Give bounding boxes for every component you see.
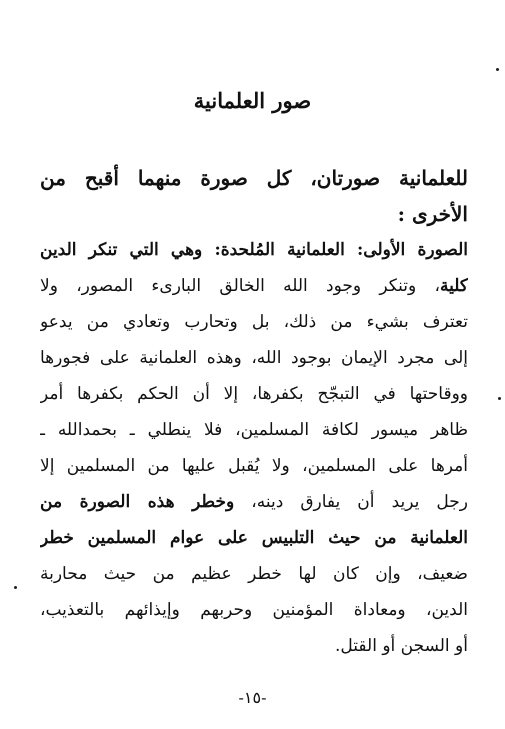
text-line-4-rest: ، وتنكر وجود الله الخالق البارىء المصور، ولا [40,276,441,296]
text-line-10-bold: وخطر هذه الصورة من [40,492,235,512]
text-line-14: أو السجن أو القتل. [335,636,468,656]
chapter-title: صور العلمانية [193,88,312,113]
scan-speck [496,68,499,71]
body-text [40,160,468,664]
text-line-7: ووقاحتها في التبجّح بكفرها، إلا أن الحكم بكفرها أمر [40,384,468,404]
text-line-2: الأخرى : [397,202,468,226]
text-line-13: الدين، ومعاداة المؤمنين وحربهم وإيذائهم بالتعذيب، [40,600,468,620]
text-line-10-plain: رجل يريد أن يفارق دينه، [234,492,468,512]
text-line-1: للعلمانية صورتان، كل صورة منهما أقبح من [40,166,468,190]
page-number: -١٥- [238,688,267,707]
text-line-10 [40,484,468,520]
text-line-6: إلى مجرد الإيمان بوجود الله، وهذه العلمانية على فجورها [40,348,468,368]
text-line-3: الصورة الأولى: العلمانية المُلحدة: وهي التي تنكر الدين [40,240,468,260]
scan-speck [14,586,17,589]
text-line-11: العلمانية من حيث التلبيس على عوام المسلمين خطر [40,528,468,548]
text-line-9: أمرها على المسلمين، ولا يُقبل عليها من المسلمين إلا [40,456,468,476]
scan-speck [498,397,501,400]
text-line-8: ظاهر ميسور لكافة المسلمين، فلا ينطلي ـ بحمدالله ـ [40,420,468,440]
text-line-4-bold: كلية [440,276,468,296]
text-line-5: تعترف بشيء من ذلك، بل وتحارب وتعادي من يدعو [40,312,468,332]
text-line-4 [40,268,468,304]
text-line-12: ضعيف، وإن كان لها خطر عظيم من حيث محاربة [40,564,468,584]
